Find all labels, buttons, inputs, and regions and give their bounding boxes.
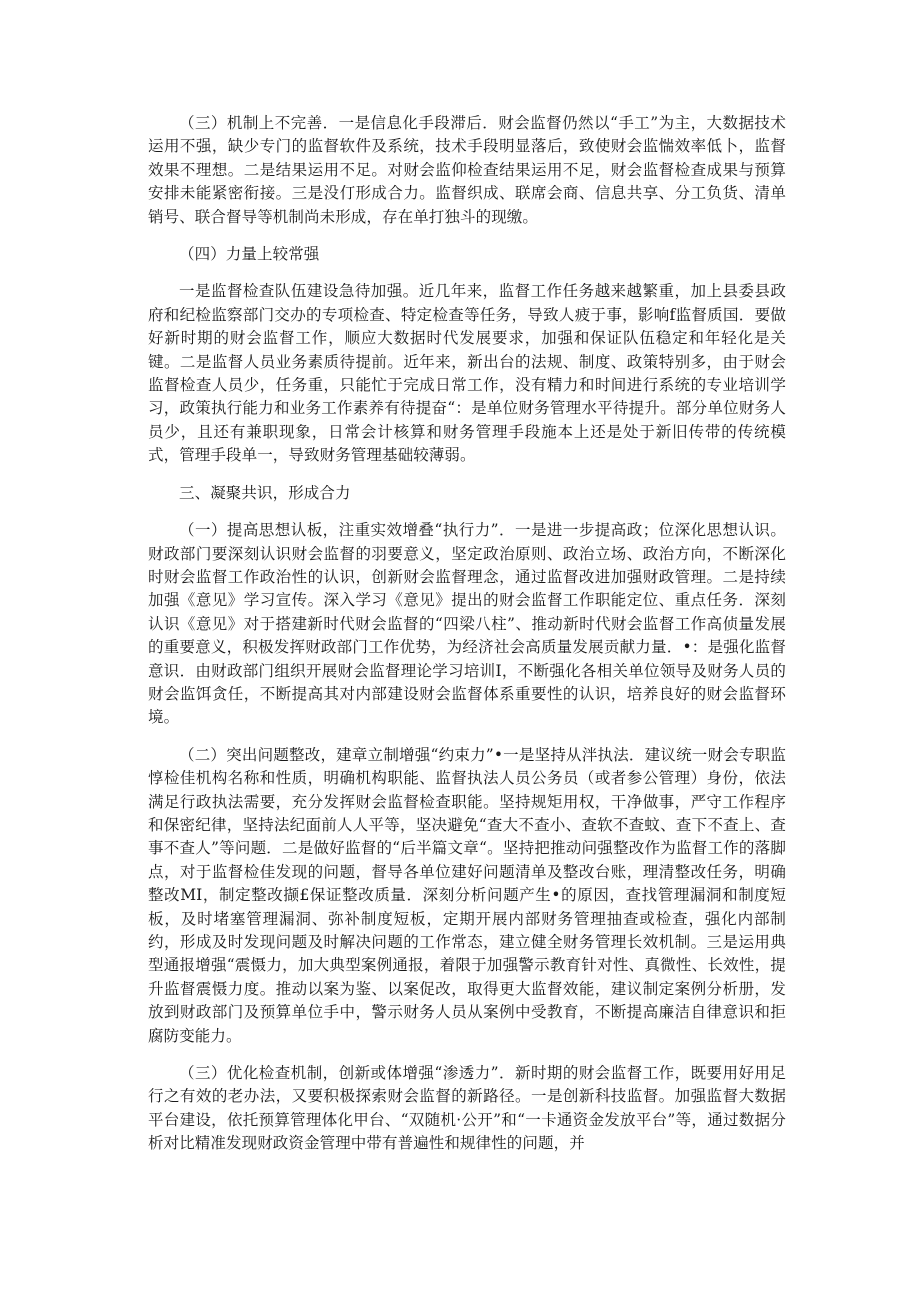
- paragraph-team-building: 一是监督检查队伍建设急待加强。近几年来，监督工作任务越来越繁重，加上县委县政府和纪检监察部门交办的专项检查、特定检查等任务，导致人疲于事，影响f监督质国．要做好新时期的财会监督工作，顺应大数据时代发展要求，加强和保证队伍稳定和年轻化是关键。二是监督人员业务素质待提前。近年来，新出台的法规、制度、政策特别多，由于财会监督检查人员少，任务重，只能忙于完成日常工作，没有精力和时间进行系统的专业培训学习，政策执行能力和业务工作素养有待提奋“：是单位财务管理水平待提升。部分单位财务人员少，且还有兼职现象，日常会计核算和财务管理手段施本上还是处于新旧传带的传统模式，管理手段单一，导致财务管理基础较薄弱。: [148, 282, 786, 465]
- paragraph-inspection: （三）优化检查机制，创新或体增强“渗透力”．新时期的财会监督工作，既要用好用足行之有效的老办法，又要积极探索财会监督的新路径。一是创新科技监督。加强监督大数据平台建设，依托预算管理体化甲台、“双随机·公开”和“一卡通资金发放平台”等，通过数据分析对比精准发现财政资金管理中带有普遍性和规律性的问题，并: [148, 1064, 786, 1153]
- paragraph-mechanism: （三）机制上不完善．一是信息化手段滞后．财会监督仍然以“手工”为主，大数据技术运用不强，缺少专门的监督软件及系统，技术手段明显落后，致使财会监惴效率低卜，监督效果不理想。二是结果运用不足。对财会监仰检查结果运用不足，财会监督检查成果与预算安排未能紧密衔接。三是没仃形成合力。监督织成、联席会商、信息共享、分工负货、清单销号、联合督导等机制尚未形成，存在单打独斗的现缴。: [148, 114, 786, 226]
- paragraph-heading-strength: （四）力量上较常强: [179, 245, 320, 264]
- section-heading-consensus: 三、凝聚共识，形成合力: [179, 483, 351, 502]
- document-page: [148, 112, 786, 1156]
- paragraph-thinking: （一）提高思想认板，注重实效增叠“执行力”．一是进一步提高政；位深化思想认识。财政部门要深刻认识财会监督的羽要意义，坚定政治原则、政治立场、政治方向，不断深化时财会监督工作政治性的认识，创新财会监督理念，通过监督改进加强财政管理。二是持续加强《意见》学习宣传。深入学习《意见》提出的财会监督工作职能定位、重点任务．深刻认识《意见》对于搭建新时代财会监督的“四梁八柱”、推动新时代财会监督工作高侦量发展的重要意义，积极发挥财政部门工作优势，为经济社会高质量发展贡献力量．•：是强化监督意识．由财政部门组织开展财会监督理论学习培训Ⅰ，不断强化各相关单位领导及财务人员的财会监饵贪任，不断提高其对内部建设财会监督体系重要性的认识，培养良好的财会监督环境。: [148, 521, 786, 727]
- paragraph-rectification: （二）突出问题整改，建章立制增强“约束力”•一是坚持从泮执法．建议统一财会专职监惇检佳机构名称和性质，明确机构职能、监督执法人员公务员（或者参公管理）身份，依法满足行政执法需要，充分发挥财会监督检查职能。坚持规矩用权，干净做事，严守工作程序和保密纪律，坚持法纪面前人人平等，坚决避免“查大不查小、查软不查蚊、查下不查上、查事不查人”等问题．二是做好监督的“后半篇文章“。坚持把推动问强整改作为监督工作的落脚点，对于监督检佳发现的问题，督导各单位建好问题清单及整改台账，理清整改任务，明确整改MI，制定整改撷£保证整改质量．深刻分析问题产生•的原因，查找管理漏洞和制度短板，及时堵塞管理漏洞、弥补制度短板，定期开展内部财务管理抽查或检查，强化内部制约，形成及时发现问题及时解决问题的工作常态，建立健全财务管理长效机制。三是运用典型通报增强“震慑力，加大典型案例通报，着限于加强警示教育针对性、真微性、长效性，提升监督震慑力度。推动以案为鉴、以案促改，取得更大监督效能，建议制定案例分析册，发放到财政部门及预算单位手中，警示财务人员从案例中受教育，不断提高廉洁自律意识和拒腐防变能力。: [148, 745, 786, 1045]
